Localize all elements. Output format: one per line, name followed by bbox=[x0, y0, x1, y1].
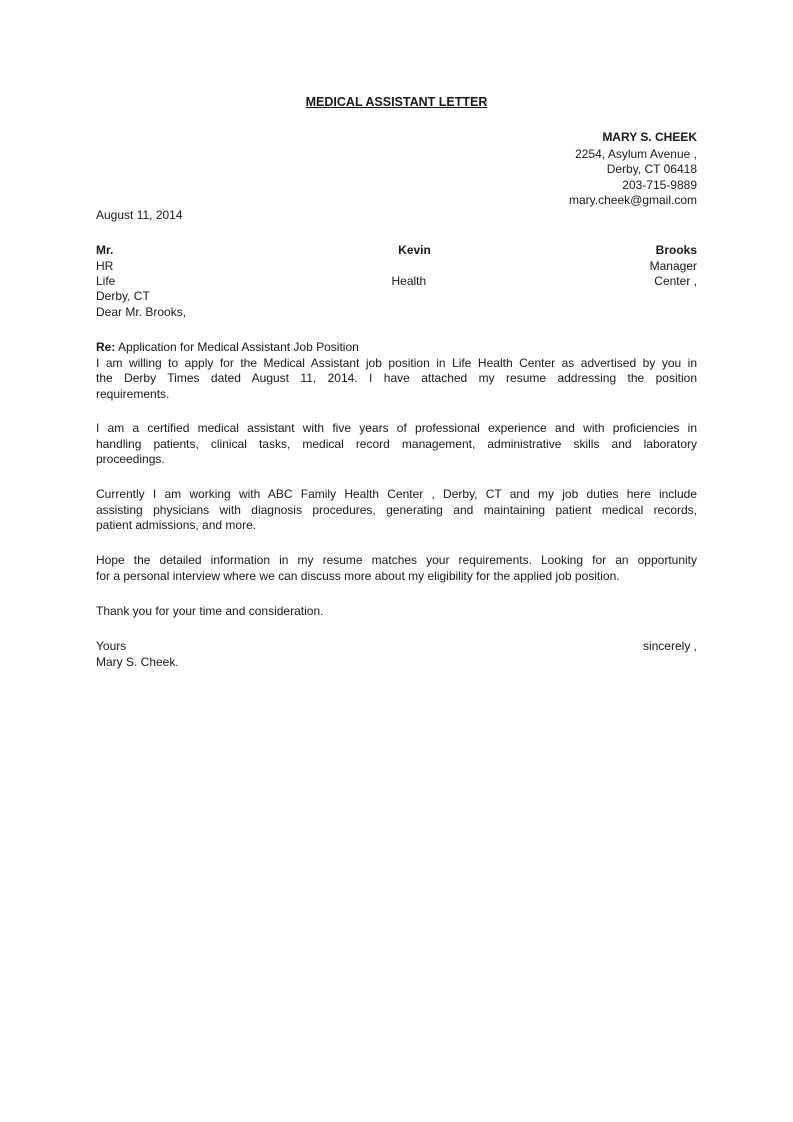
paragraph-3-line-1: Currently I am working with ABC Family Health Center , Derby, CT and my job duties here include bbox=[96, 487, 697, 501]
letter-date: August 11, 2014 bbox=[96, 208, 183, 222]
recipient-city: Derby, CT bbox=[96, 289, 150, 303]
company-word-2: Health bbox=[391, 274, 427, 288]
company-word-1: Life bbox=[96, 274, 116, 288]
sender-address-line1: 2254, Asylum Avenue , bbox=[575, 147, 697, 161]
paragraph-2-line-1: I am a certified medical assistant with five years of professional experience and with proficiencies in bbox=[96, 421, 697, 435]
paragraph-3-line-3: patient admissions, and more. bbox=[96, 518, 257, 532]
recipient-company-row bbox=[96, 274, 697, 289]
paragraph-2-line-2: handling patients, clinical tasks, medical record management, administrative skills and laboratory bbox=[96, 437, 697, 451]
paragraph-1-line-2: the Derby Times dated August 11, 2014. I have attached my resume addressing the position bbox=[96, 371, 697, 385]
subject-label: Re: bbox=[96, 340, 116, 354]
recipient-department: HR bbox=[96, 259, 114, 273]
recipient-role: Manager bbox=[649, 259, 697, 273]
sender-email: mary.cheek@gmail.com bbox=[569, 193, 697, 207]
sender-name: MARY S. CHEEK bbox=[602, 130, 697, 144]
paragraph-3-line-2: assisting physicians with diagnosis procedures, generating and maintaining patient medical records, bbox=[96, 503, 697, 517]
recipient-last-name: Brooks bbox=[655, 243, 697, 257]
paragraph-1-line-3: requirements. bbox=[96, 387, 170, 401]
closing-right: sincerely , bbox=[642, 639, 697, 653]
paragraph-4-line-2: for a personal interview where we can discuss more about my eligibility for the applied job position. bbox=[96, 569, 620, 583]
closing-row bbox=[96, 639, 697, 654]
paragraph-2-line-3: proceedings. bbox=[96, 452, 165, 466]
thanks-line: Thank you for your time and consideration. bbox=[96, 604, 324, 618]
salutation: Dear Mr. Brooks, bbox=[96, 305, 187, 319]
recipient-first-name: Kevin bbox=[398, 243, 431, 257]
recipient-title: Mr. bbox=[96, 243, 114, 257]
letter-title: MEDICAL ASSISTANT LETTER bbox=[305, 95, 488, 109]
subject-text: Application for Medical Assistant Job Position bbox=[115, 340, 359, 354]
company-word-3: Center , bbox=[654, 274, 697, 288]
paragraph-4-line-1: Hope the detailed information in my resume matches your requirements. Looking for an opportunity bbox=[96, 553, 697, 567]
paragraph-1-line-1: I am willing to apply for the Medical Assistant job position in Life Health Center as advertised by you in bbox=[96, 356, 697, 370]
recipient-name-row bbox=[96, 243, 697, 258]
sender-address-line2: Derby, CT 06418 bbox=[606, 162, 697, 176]
recipient-position-row bbox=[96, 259, 697, 274]
closing-left: Yours bbox=[96, 639, 127, 653]
subject-line bbox=[96, 340, 697, 355]
sender-phone: 203-715-9889 bbox=[622, 178, 697, 192]
signature: Mary S. Cheek. bbox=[96, 655, 179, 669]
